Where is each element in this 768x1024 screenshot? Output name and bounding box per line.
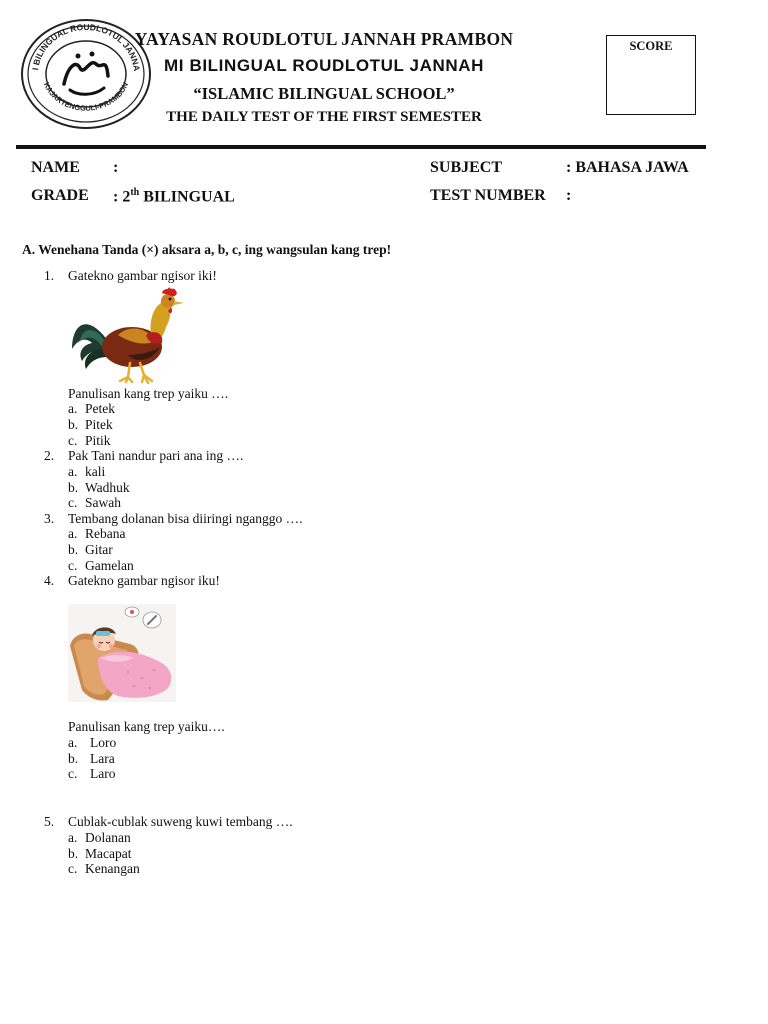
section-instruction: A. Wenehana Tanda (×) aksara a, b, c, ing wangsulan kang trep! — [22, 242, 392, 257]
option-1c[interactable] — [0, 433, 768, 448]
question-number: 5. — [44, 814, 55, 829]
question-number: 4. — [44, 573, 55, 588]
question-text: Tembang dolanan bisa diiringi nganggo …. — [68, 511, 303, 526]
option-letter: a. — [68, 526, 78, 541]
option-letter: c. — [68, 861, 78, 876]
option-letter: b. — [68, 480, 79, 495]
option-4b[interactable] — [0, 751, 768, 766]
option-letter: c. — [68, 495, 78, 510]
option-4c[interactable] — [0, 766, 768, 781]
option-text: Loro — [90, 735, 117, 750]
option-text: Rebana — [85, 526, 126, 541]
option-letter: c. — [68, 433, 78, 448]
option-letter: b. — [68, 846, 79, 861]
option-letter: a. — [68, 830, 78, 845]
subject-value: : BAHASA JAWA — [566, 159, 689, 176]
option-3b[interactable] — [0, 542, 768, 557]
option-letter: a. — [68, 464, 78, 479]
option-2c[interactable] — [0, 495, 768, 510]
option-text: Pitek — [85, 417, 113, 432]
question-text: Gatekno gambar ngisor iku! — [68, 573, 220, 588]
question-text: Cublak-cublak suweng kuwi tembang …. — [68, 814, 293, 829]
question-4 — [0, 573, 768, 588]
option-1a[interactable] — [0, 401, 768, 416]
option-1b[interactable] — [0, 417, 768, 432]
option-letter: b. — [68, 751, 79, 766]
option-5c[interactable] — [0, 861, 768, 876]
option-text: Sawah — [85, 495, 121, 510]
question-5 — [0, 814, 768, 829]
question-1 — [0, 268, 768, 283]
option-text: Pitik — [85, 433, 111, 448]
option-3c[interactable] — [0, 558, 768, 573]
option-5a[interactable] — [0, 830, 768, 845]
header-divider — [16, 145, 706, 149]
grade-value: : 2th BILINGUAL — [113, 187, 235, 206]
question-2 — [0, 448, 768, 463]
option-text: Gitar — [85, 542, 113, 557]
option-text: Petek — [85, 401, 115, 416]
grade-label: GRADE — [31, 187, 89, 204]
option-letter: c. — [68, 766, 78, 781]
option-text: Wadhuk — [85, 480, 130, 495]
option-letter: b. — [68, 542, 79, 557]
option-text: Dolanan — [85, 830, 131, 845]
foundation-name: YAYASAN ROUDLOTUL JANNAH PRAMBON — [134, 29, 514, 49]
school-name: MI BILINGUAL ROUDLOTUL JANNAH — [164, 56, 484, 75]
option-letter: c. — [68, 558, 78, 573]
name-colon: : — [113, 159, 119, 176]
option-text: kali — [85, 464, 106, 479]
option-5b[interactable] — [0, 846, 768, 861]
question-text: Gatekno gambar ngisor iki! — [68, 268, 217, 283]
question-4-prompt: Panulisan kang trep yaiku…. — [68, 719, 225, 734]
question-number: 2. — [44, 448, 55, 463]
sick-child-image — [68, 604, 176, 702]
test-title: THE DAILY TEST OF THE FIRST SEMESTER — [166, 109, 482, 125]
score-label: SCORE — [629, 39, 673, 53]
question-3 — [0, 511, 768, 526]
option-letter: a. — [68, 735, 78, 750]
subject-label: SUBJECT — [430, 159, 503, 176]
option-text: Gamelan — [85, 558, 134, 573]
question-number: 1. — [44, 268, 55, 283]
option-text: Macapat — [85, 846, 132, 861]
logo-text: I BILINGUAL ROUDLOTUL JANNA — [30, 21, 142, 72]
option-text: Kenangan — [85, 861, 140, 876]
option-2a[interactable] — [0, 464, 768, 479]
question-1-prompt: Panulisan kang trep yaiku …. — [68, 386, 229, 401]
school-motto: “ISLAMIC BILINGUAL SCHOOL” — [193, 84, 455, 103]
logo-subtext: KAJARTENGGULI-PRAMBON — [41, 80, 131, 113]
rooster-image — [68, 283, 192, 387]
question-number: 3. — [44, 511, 55, 526]
option-text: Laro — [90, 766, 116, 781]
option-letter: b. — [68, 417, 79, 432]
option-3a[interactable] — [0, 526, 768, 541]
option-4a[interactable] — [0, 735, 768, 750]
option-letter: a. — [68, 401, 78, 416]
option-text: Lara — [90, 751, 115, 766]
option-2b[interactable] — [0, 480, 768, 495]
test-number-label: TEST NUMBER — [430, 187, 546, 204]
question-text: Pak Tani nandur pari ana ing …. — [68, 448, 244, 463]
name-label: NAME — [31, 159, 80, 176]
score-box[interactable] — [606, 35, 696, 115]
test-number-colon: : — [566, 187, 572, 204]
